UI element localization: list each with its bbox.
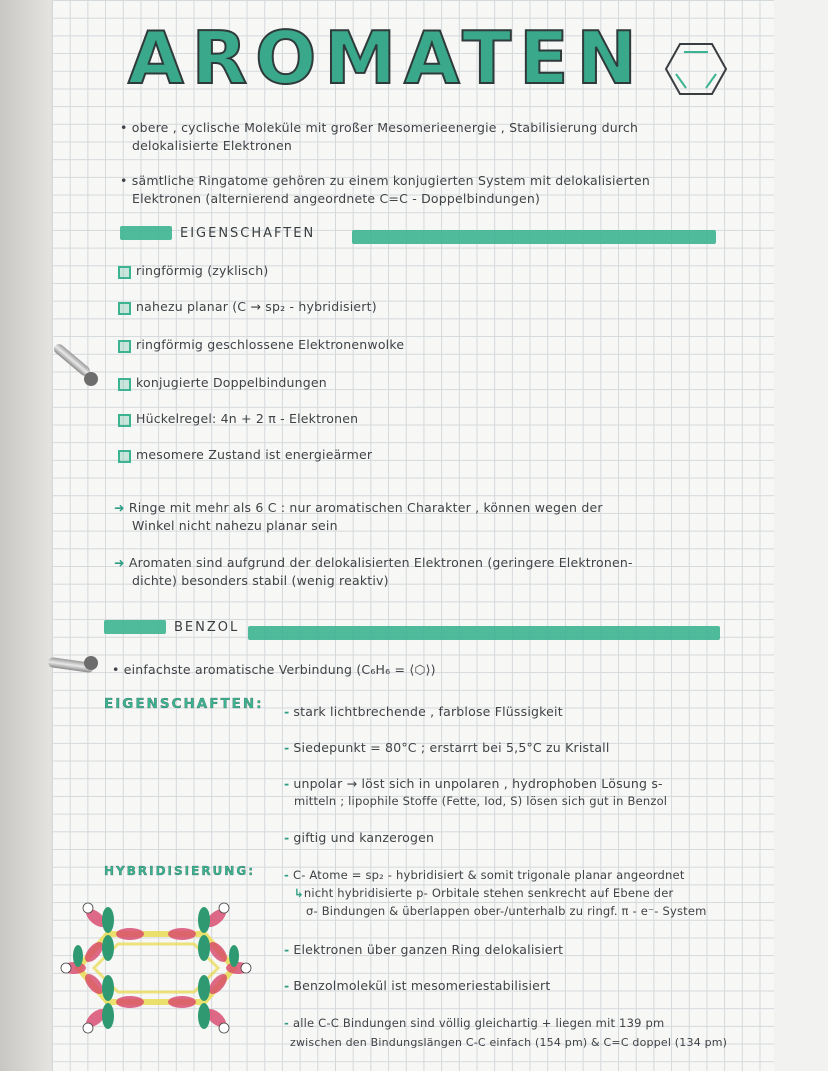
checkbox-icon — [118, 414, 131, 427]
hybridization-line: zwischen den Bindungslängen C-C einfach (154 pm) & C=C doppel (134 pm) — [290, 1036, 728, 1049]
intro-line: Elektronen (alternierend angeordnete C=C - Doppelbindungen) — [132, 191, 541, 206]
intro-line: • obere , cyclische Moleküle mit großer Mesomerieenergie , Stabilisierung durch — [120, 120, 639, 135]
punch-hole — [84, 656, 98, 670]
property-item: ringförmig (zyklisch) — [136, 263, 269, 278]
page-left-edge — [0, 0, 52, 1071]
dash-icon: - — [284, 942, 290, 957]
sigma-bond-lobes — [62, 906, 250, 1031]
heading-band-right — [352, 230, 716, 244]
benzol-definition: • einfachste aromatische Verbindung (C₆H₆ = ⟨⬡⟩) — [112, 662, 436, 677]
arrow-icon: ➜ — [114, 555, 125, 570]
note-line: Winkel nicht nahezu planar sein — [132, 518, 338, 533]
note-line: dichte) besonders stabil (wenig reaktiv) — [132, 573, 389, 588]
heading-band-left — [104, 620, 166, 634]
arrow-icon: ➜ — [114, 500, 125, 515]
dash-icon: - — [284, 978, 290, 993]
benzene-orbital-drawing — [58, 896, 254, 1040]
benzol-property: - unpolar → löst sich in unpolaren , hydrophoben Lösung s- — [284, 776, 663, 791]
benzol-property: - giftig und kanzerogen — [284, 830, 435, 845]
property-item: nahezu planar (C → sp₂ - hybridisiert) — [136, 299, 377, 314]
heading-band-left — [120, 226, 172, 240]
checkbox-icon — [118, 450, 131, 463]
heading-band-right — [248, 626, 720, 640]
intro-line: • sämtliche Ringatome gehören zu einem konjugierten System mit delokalisierten — [120, 173, 650, 188]
property-item: konjugierte Doppelbindungen — [136, 375, 327, 390]
checkbox-icon — [118, 266, 131, 279]
note-text: Aromaten sind aufgrund der delokalisierten Elektronen (geringere Elektronen- — [128, 555, 633, 570]
dash-icon: - — [284, 830, 290, 845]
punch-hole — [84, 372, 98, 386]
dash-icon: - — [284, 776, 290, 791]
checkbox-icon — [118, 302, 131, 315]
note-line — [114, 500, 603, 515]
page-right-edge — [774, 0, 828, 1071]
dash-icon: - — [284, 704, 290, 719]
page-title: AROMATEN — [128, 16, 645, 100]
section-heading: BENZOL — [174, 620, 240, 635]
hybridization-line: σ- Bindungen & überlappen ober-/unterhalb zu ringf. π - e⁻- System — [306, 904, 707, 918]
properties-label: EIGENSCHAFTEN: — [104, 696, 264, 712]
dash-icon: - — [284, 740, 290, 755]
benzol-property: - Siedepunkt = 80°C ; erstarrt bei 5,5°C zu Kristall — [284, 740, 610, 755]
hybridization-line: - Elektronen über ganzen Ring delokalisiert — [284, 942, 564, 957]
property-item: mesomere Zustand ist energieärmer — [136, 447, 373, 462]
hybridization-line: - alle C-C Bindungen sind völlig gleichartig + liegen mit 139 pm — [284, 1016, 665, 1030]
property-item: Hückelregel: 4n + 2 π - Elektronen — [136, 411, 359, 426]
hybridization-line: - C- Atome = sp₂ - hybridisiert & somit trigonale planar angeordnet — [284, 868, 685, 882]
benzol-property: - stark lichtbrechende , farblose Flüssigkeit — [284, 704, 563, 719]
hybridization-line: - Benzolmolekül ist mesomeriestabilisiert — [284, 978, 551, 993]
benzene-hexagon-icon — [664, 40, 728, 98]
hybridization-line: ↳nicht hybridisierte p- Orbitale stehen senkrecht auf Ebene der — [294, 886, 674, 900]
arrow-icon: ↳ — [294, 886, 304, 900]
dash-icon: - — [284, 868, 289, 882]
checkbox-icon — [118, 340, 131, 353]
note-line — [114, 555, 633, 570]
checkbox-icon — [118, 378, 131, 391]
section-heading: EIGENSCHAFTEN — [180, 226, 316, 241]
note-text: Ringe mit mehr als 6 C : nur aromatischen Charakter , können wegen der — [128, 500, 603, 515]
dash-icon: - — [284, 1016, 289, 1030]
hydrogen-atoms — [61, 903, 251, 1033]
intro-line: delokalisierte Elektronen — [132, 138, 292, 153]
hybridization-label: HYBRIDISIERUNG: — [104, 864, 255, 878]
benzol-property: mitteln ; lipophile Stoffe (Fette, Iod, S) lösen sich gut in Benzol — [294, 794, 668, 808]
property-item: ringförmig geschlossene Elektronenwolke — [136, 337, 405, 352]
